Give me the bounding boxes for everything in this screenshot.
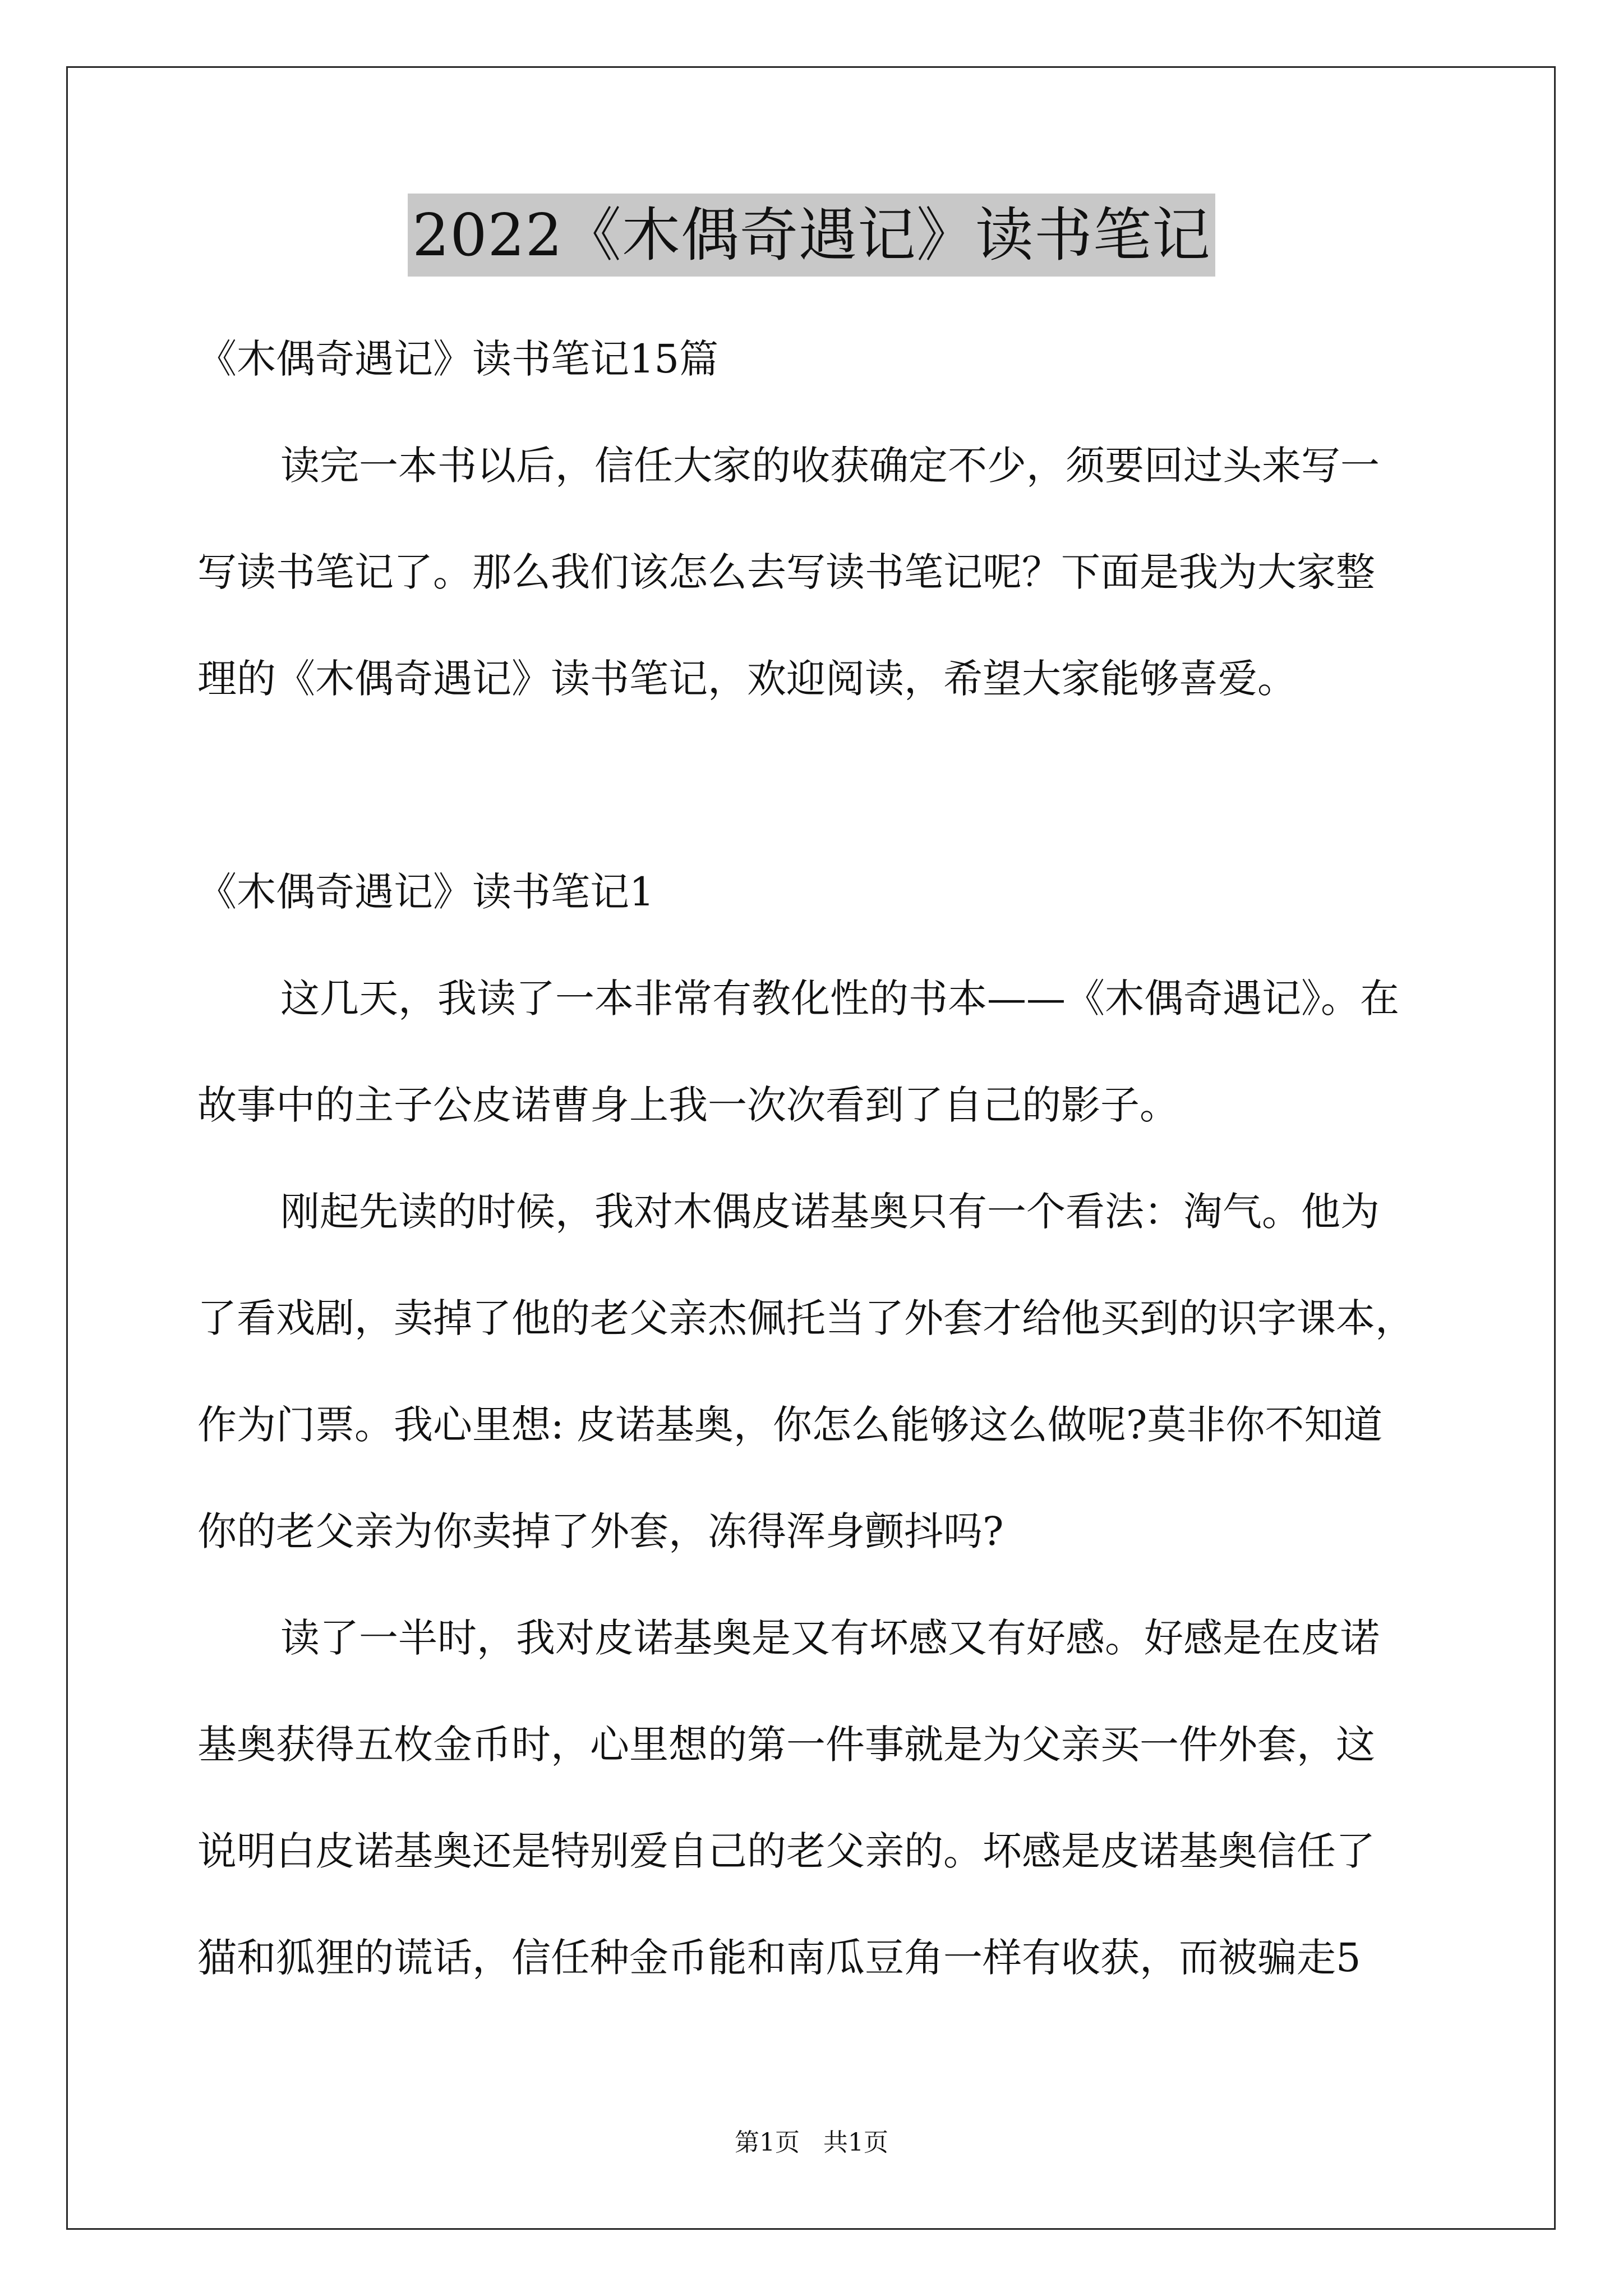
paragraph-line: 基奥获得五枚金币时，心里想的第一件事就是为父亲买一件外套，这 — [197, 1722, 1375, 1768]
paragraph-line: 你的老父亲为你卖掉了外套，冻得浑身颤抖吗? — [197, 1508, 1004, 1554]
paragraph-line: 读了一半时，我对皮诺基奥是又有坏感又有好感。好感是在皮诺 — [280, 1615, 1380, 1661]
paragraph-line: 猫和狐狸的谎话，信任种金币能和南瓜豆角一样有收获，而被骗走5 — [197, 1935, 1361, 1981]
blank-spacer — [197, 732, 1465, 839]
title-container — [0, 194, 1623, 277]
intro-line: 读完一本书以后，信任大家的收获确定不少，须要回过头来写一 — [280, 443, 1380, 489]
paragraph-line: 了看戏剧，卖掉了他的老父亲杰佩托当了外套才给他买到的识字课本， — [197, 1295, 1414, 1341]
paragraph-line: 刚起先读的时候，我对木偶皮诺基奥只有一个看法：淘气。他为 — [280, 1189, 1380, 1235]
paragraph-line: 这几天，我读了一本非常有教化性的书本——《木偶奇遇记》。在 — [280, 976, 1399, 1022]
document-body — [197, 306, 1465, 2011]
paragraph-line: 故事中的主子公皮诺曹身上我一次次看到了自己的影子。 — [197, 1082, 1179, 1128]
page-footer: 第1页 共1页 — [735, 2128, 888, 2157]
paragraph-line: 说明白皮诺基奥还是特别爱自己的老父亲的。坏感是皮诺基奥信任了 — [197, 1828, 1375, 1874]
intro-line: 理的《木偶奇遇记》读书笔记，欢迎阅读，希望大家能够喜爱。 — [197, 656, 1297, 702]
paragraph-line: 作为门票。我心里想: 皮诺基奥，你怎么能够这么做呢?莫非你不知道 — [197, 1402, 1383, 1448]
document-subtitle: 《木偶奇遇记》读书笔记15篇 — [197, 336, 719, 382]
intro-line: 写读书笔记了。那么我们该怎么去写读书笔记呢？下面是我为大家整 — [197, 549, 1375, 595]
section-heading: 《木偶奇遇记》读书笔记1 — [197, 869, 654, 915]
document-title: 2022《木偶奇遇记》读书笔记 — [408, 194, 1215, 277]
